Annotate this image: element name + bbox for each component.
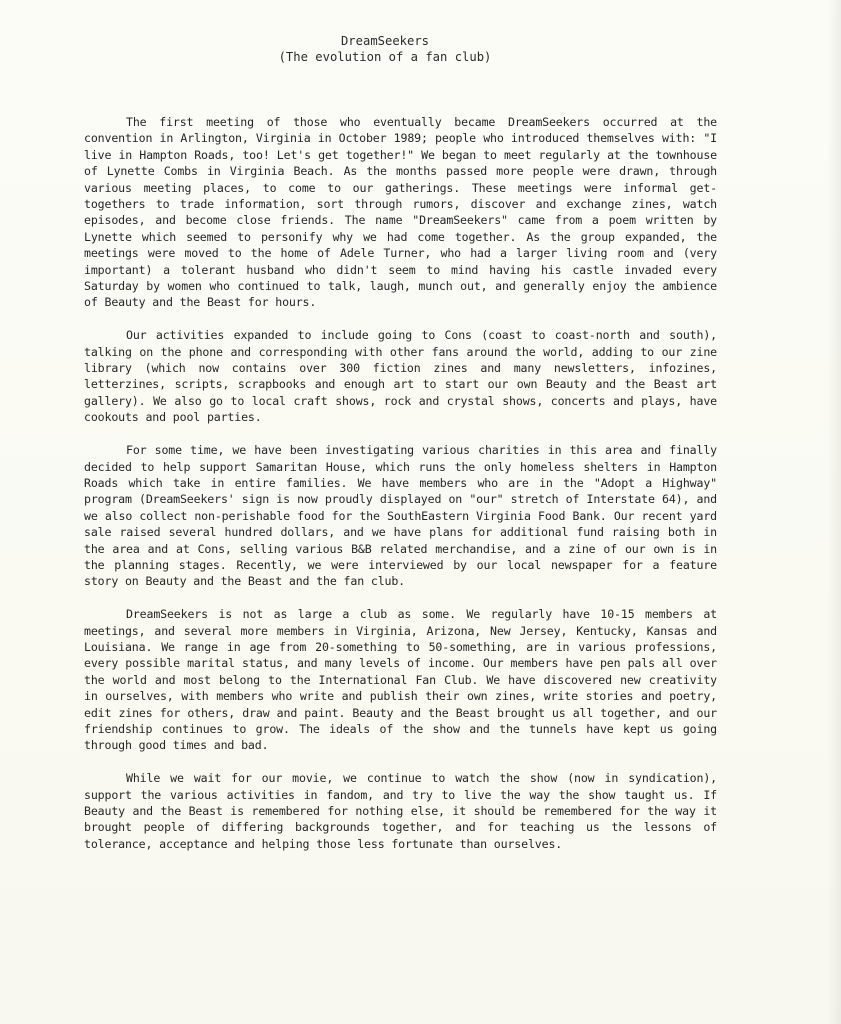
document-body — [84, 114, 717, 869]
page-edge-shadow — [827, 0, 841, 1024]
paragraph-charities: For some time, we have been investigating various charities in this area and finally decided to help support Samaritan House, which runs the only homeless shelters in Hampton Roads which take in entire families. We have members who are in the "Adopt a Highway" program (DreamSeekers' sign is now proudly displayed on "our" stretch of Interstate 64), and we also collect non-perishable food for the SouthEastern Virginia Food Bank. Our recent yard sale raised several hundred dollars, and we have plans for additional fund raising both in the area and at Cons, selling various B&B related merchandise, and a zine of our own is in the planning stages. Recently, we were interviewed by our local newspaper for a feature story on Beauty and the Beast and the fan club. — [84, 443, 717, 589]
paragraph-membership: DreamSeekers is not as large a club as some. We regularly have 10-15 members at meetings, and several more members in Virginia, Arizona, New Jersey, Kentucky, Kansas and Louisiana. We range in age from 20-something to 50-something, are in various professions, every possible marital status, and many levels of income. Our members have pen pals all over the world and most belong to the International Fan Club. We have discovered new creativity in ourselves, with members who write and publish their own zines, write stories and poetry, edit zines for others, draw and paint. Beauty and the Beast brought us all together, and our friendship continues to grow. The ideals of the show and the tunnels have kept us going through good times and bad. — [84, 607, 717, 753]
paragraph-closing: While we wait for our movie, we continue to watch the show (now in syndication), support the various activities in fandom, and try to live the way the show taught us. If Beauty and the Beast is remembered for nothing else, it should be remembered for the way it brought people of differing backgrounds together, and for teaching us the lessons of tolerance, acceptance and helping those less fortunate than ourselves. — [84, 771, 717, 851]
paragraph-activities: Our activities expanded to include going to Cons (coast to coast-north and south), talking on the phone and corresponding with other fans around the world, adding to our zine library (which now contains over 300 fiction zines and many newsletters, infozines, letterzines, scripts, scrapbooks and enough art to start our own Beauty and the Beast art gallery). We also go to local craft shows, rock and crystal shows, concerts and plays, have cookouts and pool parties. — [84, 328, 717, 425]
document-title: DreamSeekers — [340, 34, 430, 48]
paragraph-origins: The first meeting of those who eventually became DreamSeekers occurred at the convention in Arlington, Virginia in October 1989; people who introduced themselves with: "I live in Hampton Roads, too! Let's get together!" We began to meet regularly at the townhouse of Lynette Combs in Virginia Beach. As the months passed more people were drawn, through various meeting places, to come to our gatherings. These meetings were informal get-togethers to trade information, sort through rumors, discover and exchange zines, watch episodes, and become close friends. The name "DreamSeekers" came from a poem written by Lynette which seemed to personify why we had come together. As the group expanded, the meetings were moved to the home of Adele Turner, who had a larger living room and (very important) a tolerant husband who didn't seem to mind having his castle invaded every Saturday by women who continued to talk, laugh, munch out, and generally enjoy the ambience of Beauty and the Beast for hours. — [84, 115, 717, 310]
document-header — [0, 33, 770, 65]
document-subtitle: (The evolution of a fan club) — [278, 50, 492, 64]
